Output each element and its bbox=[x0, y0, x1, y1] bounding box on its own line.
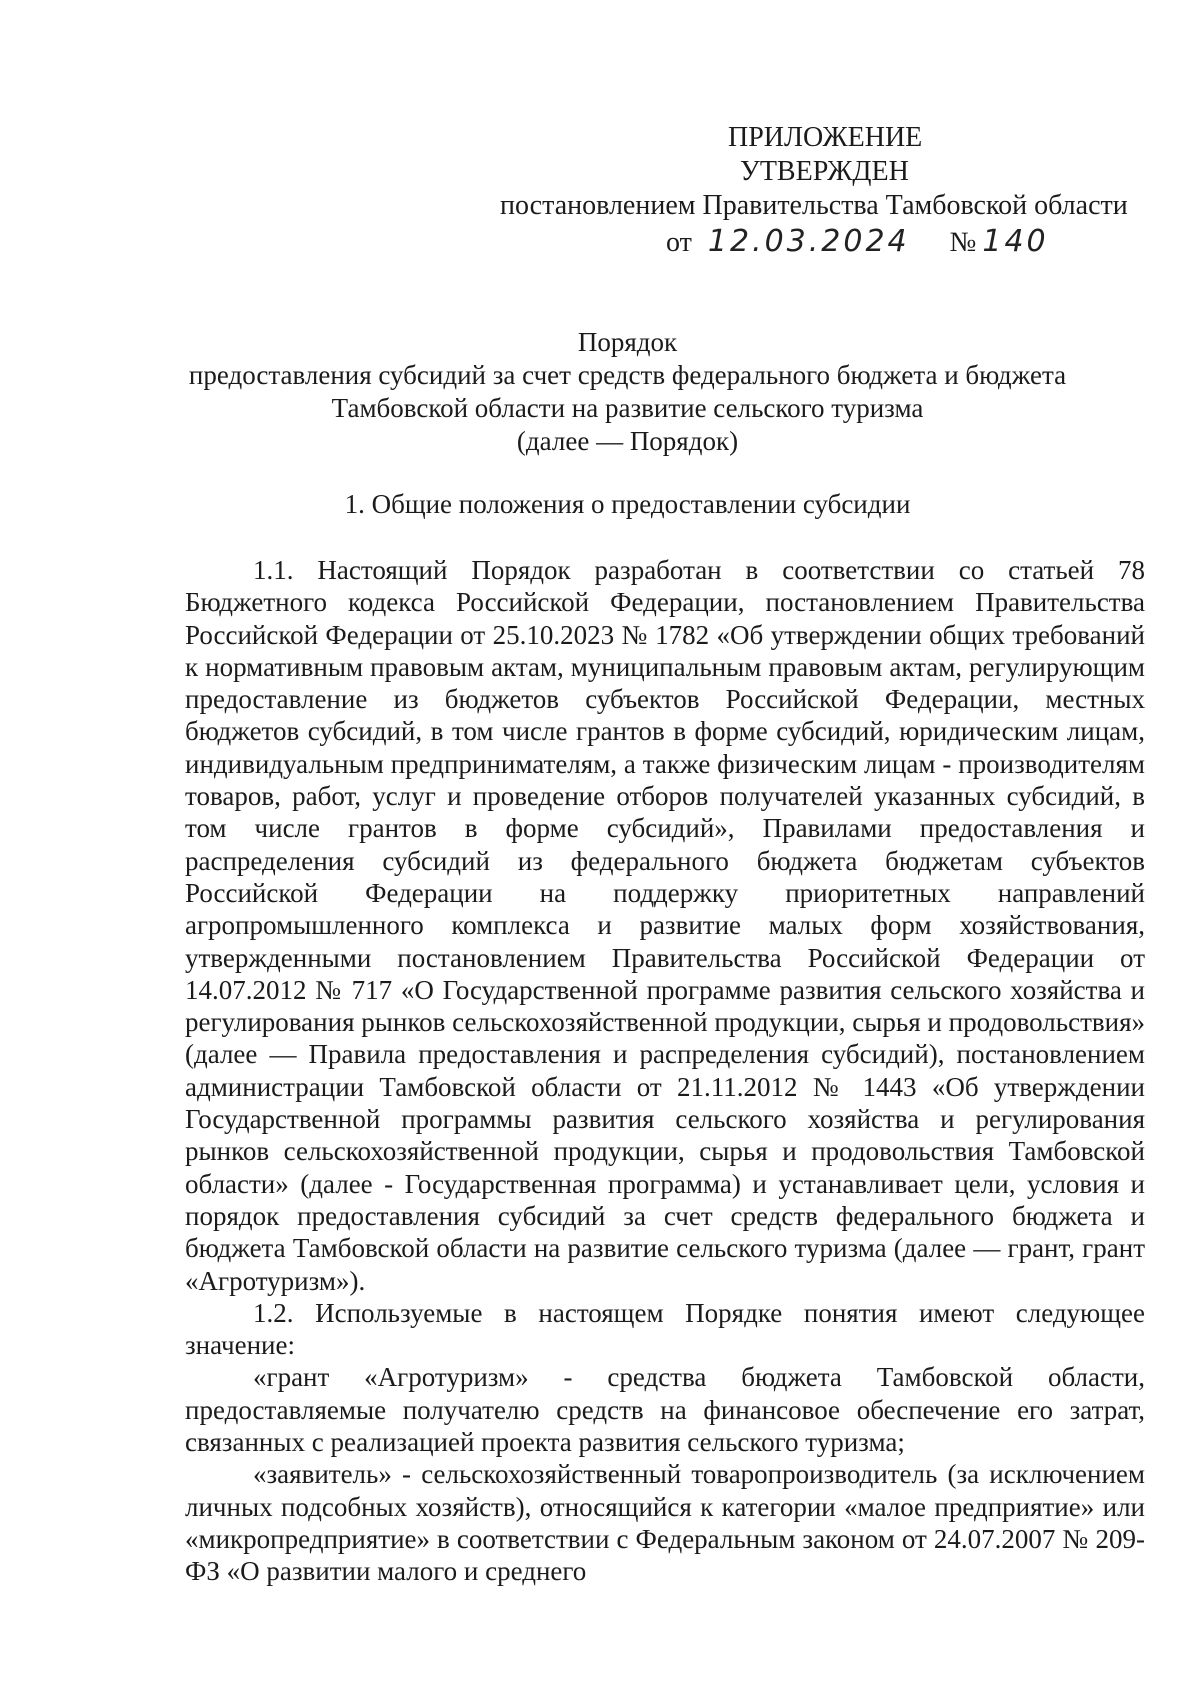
date-prefix: от bbox=[666, 227, 692, 258]
number-label: № bbox=[949, 227, 977, 258]
title-line-4: (далее — Порядок) bbox=[516, 426, 739, 456]
approved-label: УТВЕРЖДЕН bbox=[740, 156, 909, 187]
definition-applicant: «заявитель» - сельскохозяйственный товаропроизводитель (за исключением личных подсобных хозяйств), относящийся к категории «малое предприятие» или «микропредприятие» в соответствии с Федеральным законом от 24.07.2007 № 209-ФЗ «О развитии малого и среднего bbox=[185, 1459, 1145, 1587]
section-heading: 1. Общие положения о предоставлении субсидии bbox=[344, 489, 911, 519]
appendix-label: ПРИЛОЖЕНИЕ bbox=[728, 122, 923, 153]
title-line-2: предоставления субсидий за счет средств федерального бюджета и бюджета bbox=[188, 360, 1067, 390]
paragraph-1-2: 1.2. Используемые в настоящем Порядке понятия имеют следующее значение: bbox=[185, 1297, 1145, 1361]
handwritten-date: 12.03.2024 bbox=[707, 224, 910, 259]
handwritten-number: 140 bbox=[982, 224, 1049, 259]
paragraph-1-1: 1.1. Настоящий Порядок разработан в соответствии со статьей 78 Бюджетного кодекса Российской Федерации, постановлением Правительства Российской Федерации от 25.10.2023 № 1782 «Об утверждении общих требований к нормативным правовым актам, муниципальным правовым актам, регулирующим предоставление из бюджетов субъектов Российской Федерации, местных бюджетов субсидий, в том числе грантов в форме субсидий, юридическим лицам, индивидуальным предпринимателям, а также физическим лицам - производителям товаров, работ, услуг и проведение отборов получателей указанных субсидий, в том числе грантов в форме субсидий», Правилами предоставления и распределения субсидий из федерального бюджета бюджетам субъектов Российской Федерации на поддержку приоритетных направлений агропромышленного комплекса и развитие малых форм хозяйствования, утвержденными постановлением Правительства Российской Федерации от 14.07.2012 № 717 «О Государственной программе развития сельского хозяйства и регулирования рынков сельскохозяйственной продукции, сырья и продовольствия» (далее — Правила предоставления и распределения субсидий), постановлением администрации Тамбовской области от 21.11.2012 № 1443 «Об утверждении Государственной программы развития сельского хозяйства и регулирования рынков сельскохозяйственной продукции, сырья и продовольствия Тамбовской области» (далее - Государственная программа) и устанавливает цели, условия и порядок предоставления субсидий за счет средств федерального бюджета и бюджета Тамбовской области на развитие сельского туризма (далее — грант, грант «Агротуризм»). bbox=[185, 555, 1145, 1296]
document-title bbox=[185, 326, 1070, 458]
section-body bbox=[185, 554, 1145, 1588]
title-line-1: Порядок bbox=[577, 327, 678, 357]
definition-grant: «грант «Агротуризм» - средства бюджета Тамбовской области, предоставляемые получателю средств на финансовое обеспечение его затрат, связанных с реализацией проекта развития сельского туризма; bbox=[185, 1362, 1145, 1458]
title-line-3: Тамбовской области на развитие сельского туризма bbox=[331, 393, 924, 423]
resolution-line: постановлением Правительства Тамбовской области bbox=[500, 190, 1128, 221]
resolution-date-number bbox=[666, 226, 1049, 259]
